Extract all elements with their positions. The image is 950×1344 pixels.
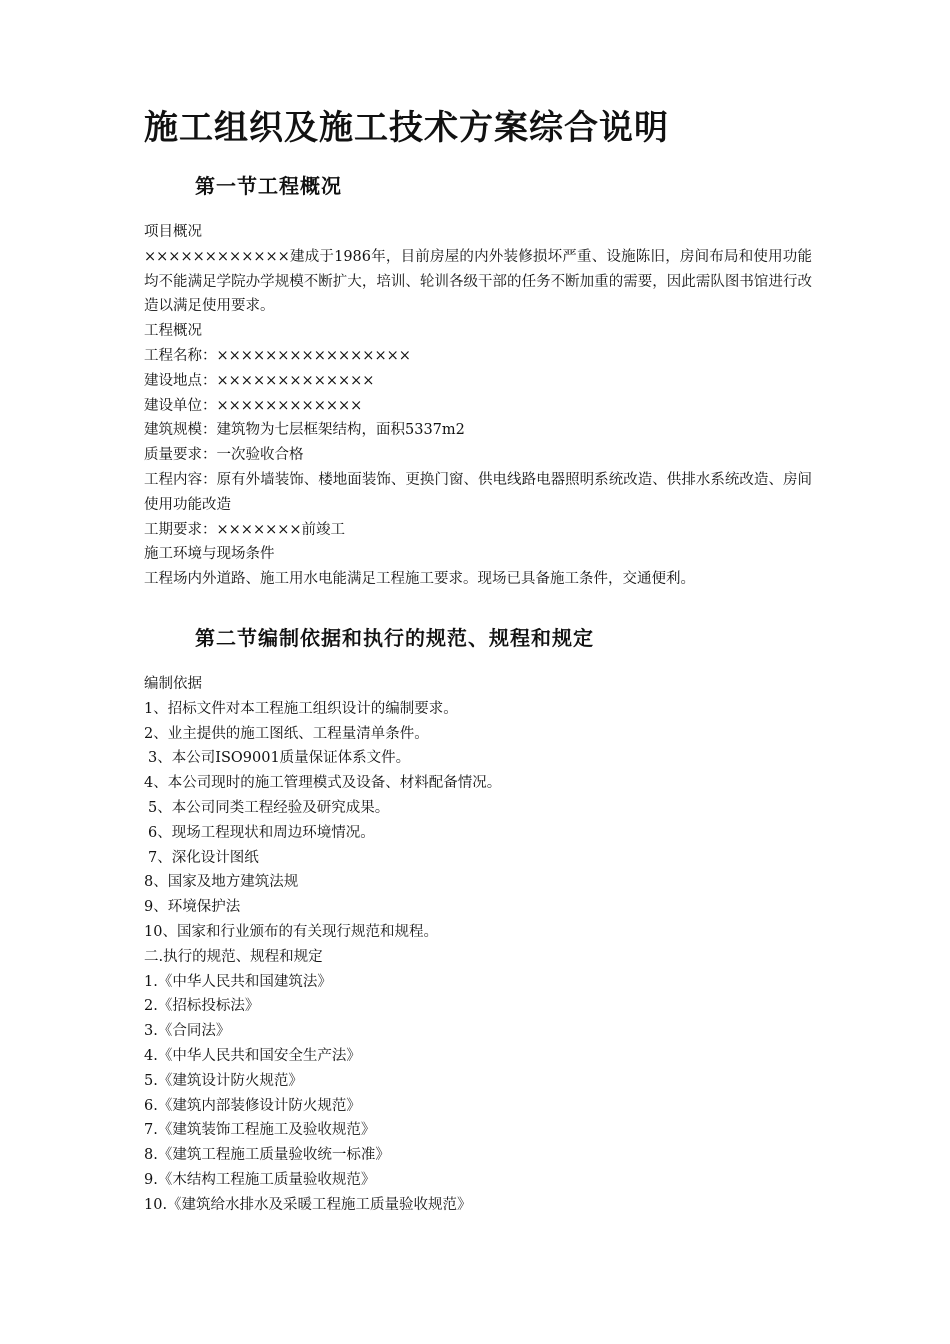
basis-item: 8、国家及地方建筑法规: [144, 874, 299, 891]
engineering-overview-label: 工程概况: [144, 323, 202, 340]
field-project-name: 工程名称：××××××××××××××××: [144, 347, 411, 364]
field-schedule: 工期要求：×××××××前竣工: [144, 521, 346, 538]
field-scale: 建筑规模：建筑物为七层框架结构，面积5337m2: [144, 422, 465, 439]
standards-label: 二.执行的规范、规程和规定: [144, 948, 323, 965]
section2-body: [144, 672, 812, 1218]
standards-item: 4.《中华人民共和国安全生产法》: [144, 1047, 361, 1064]
standards-item: 8.《建筑工程施工质量验收统一标准》: [144, 1147, 390, 1164]
section1-body: [144, 220, 812, 592]
standards-item: 6.《建筑内部装修设计防火规范》: [144, 1097, 361, 1114]
basis-item: 5、本公司同类工程经验及研究成果。: [148, 799, 390, 816]
field-location: 建设地点：×××××××××××××: [144, 372, 375, 389]
standards-item: 9.《木结构工程施工质量验收规范》: [144, 1171, 376, 1188]
basis-label: 编制依据: [144, 676, 202, 692]
project-overview-label: 项目概况: [144, 224, 202, 240]
section2-heading: 第二节编制依据和执行的规范、规程和规定: [195, 626, 594, 650]
field-quality: 质量要求：一次验收合格: [144, 447, 304, 464]
standards-item: 7.《建筑装饰工程施工及验收规范》: [144, 1122, 376, 1139]
basis-item: 9、环境保护法: [144, 899, 241, 916]
environment-text: 工程场内外道路、施工用水电能满足工程施工要求。现场已具备施工条件，交通便利。: [144, 571, 695, 588]
basis-item: 4、本公司现时的施工管理模式及设备、材料配备情况。: [144, 775, 502, 792]
standards-item: 3.《合同法》: [144, 1023, 231, 1040]
section1-heading: 第一节工程概况: [195, 174, 342, 198]
project-overview-text: ××××××××××××建成于1986年，目前房屋的内外装修损坏严重、设施陈旧，房间布局和使用功能均不能满足学院办学规模不断扩大，培训、轮训各级干部的任务不断加重的需要，因此需队图书馆进行改造以满足使用要求。: [144, 248, 812, 315]
field-owner: 建设单位：××××××××××××: [144, 397, 363, 414]
basis-item: 7、深化设计图纸: [148, 849, 259, 866]
environment-label: 施工环境与现场条件: [144, 546, 275, 563]
document-title: 施工组织及施工技术方案综合说明: [144, 108, 669, 148]
basis-item: 6、现场工程现状和周边环境情况。: [148, 824, 375, 841]
basis-item: 2、业主提供的施工图纸、工程量清单条件。: [144, 725, 429, 742]
standards-item: 2.《招标投标法》: [144, 998, 260, 1015]
basis-item: 3、本公司ISO9001质量保证体系文件。: [148, 750, 411, 767]
standards-item: 10.《建筑给水排水及采暖工程施工质量验收规范》: [144, 1196, 472, 1213]
standards-item: 5.《建筑设计防火规范》: [144, 1072, 303, 1089]
field-content: 工程内容：原有外墙装饰、楼地面装饰、更换门窗、供电线路电器照明系统改造、供排水系统改造、房间使用功能改造: [144, 471, 812, 513]
basis-item: 1、招标文件对本工程施工组织设计的编制要求。: [144, 700, 458, 717]
standards-item: 1.《中华人民共和国建筑法》: [144, 973, 332, 990]
basis-item: 10、国家和行业颁布的有关现行规范和规程。: [144, 923, 438, 940]
